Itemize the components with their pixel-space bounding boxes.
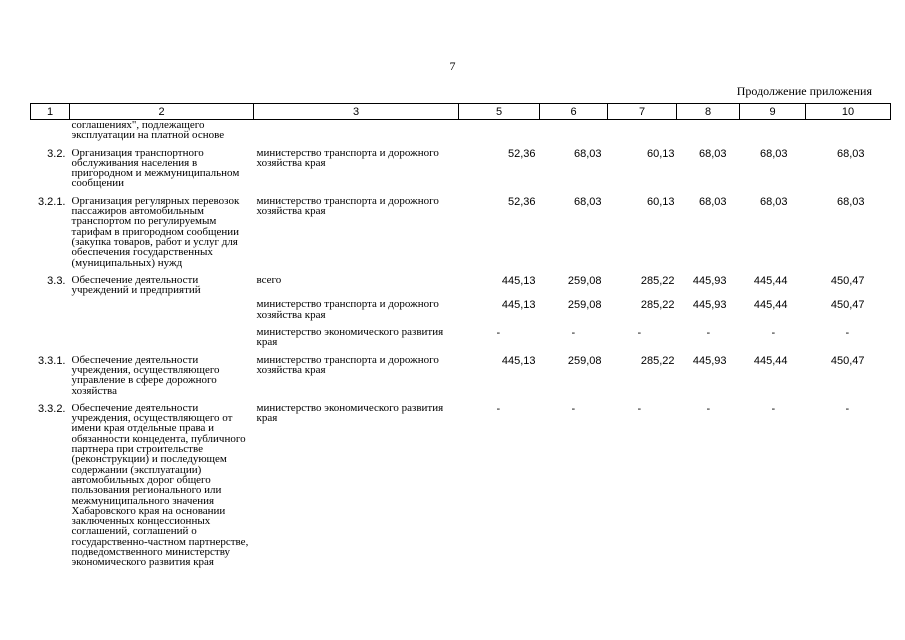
row-value-7: - xyxy=(637,327,642,340)
row-executor: министерство экономического развития края xyxy=(256,326,444,349)
appendix-table xyxy=(30,103,891,568)
row-value-9 xyxy=(740,120,806,148)
row-value-5: 445,13 xyxy=(501,354,536,367)
row-name: Организация регулярных перевозок пассажиров автомобильным транспортом по регулируемым тарифам в пригородном сообщении (закупка товаров, работ и услуг для обеспечения государственных (муниципальных) нужд xyxy=(71,194,240,269)
row-value-10: 450,47 xyxy=(830,354,865,367)
row-value-8: 68,03 xyxy=(698,147,727,160)
table-row xyxy=(31,403,891,568)
row-name: соглашениях", подлежащего эксплуатации на платной основе xyxy=(71,119,225,142)
row-code: 3.3.2. xyxy=(37,402,66,415)
row-value-5: - xyxy=(496,402,501,415)
header-cell: 5 xyxy=(459,104,540,120)
row-value-6: - xyxy=(571,327,576,340)
row-value-5: 445,13 xyxy=(501,274,536,287)
row-executor: министерство транспорта и дорожного хозяйства края xyxy=(256,298,439,321)
row-value-9: 68,03 xyxy=(759,147,788,160)
row-value-10: 450,47 xyxy=(830,274,865,287)
row-value-9: 445,44 xyxy=(753,299,788,312)
row-name: Обеспечение деятельности учреждений и предприятий xyxy=(71,273,201,297)
row-value-7 xyxy=(608,120,677,148)
row-name xyxy=(70,299,254,327)
continuation-label: Продолжение приложения xyxy=(736,84,872,98)
header-cell: 10 xyxy=(806,104,891,120)
table-row xyxy=(31,196,891,275)
row-value-10: 450,47 xyxy=(830,299,865,312)
row-code xyxy=(31,327,70,355)
row-value-6: - xyxy=(571,402,576,415)
row-value-10: 68,03 xyxy=(836,195,865,208)
row-value-8: 68,03 xyxy=(698,195,727,208)
row-name: Обеспечение деятельности учреждения, осуществляющего от имени края отдельные права и обязанности концедента, публичного партнера при строительстве (реконструкции) и последующем содержании (эксплуатации) автомобильных дорог общего пользования регионального или межмуниципального значения Хабаровского края на основании заключенных концессионных соглашений, соглашений о государственно-частном партнерстве, подведомственного министерству экономического развития края xyxy=(71,401,249,569)
row-value-7: 285,22 xyxy=(640,354,675,367)
row-value-5: 52,36 xyxy=(507,195,536,208)
row-value-6: 68,03 xyxy=(573,147,602,160)
header-cell: 1 xyxy=(31,104,70,120)
row-name: Организация транспортного обслуживания населения в пригородном и межмуниципальном сообщении xyxy=(71,146,240,190)
row-value-5: 52,36 xyxy=(507,147,536,160)
row-value-5 xyxy=(459,120,540,148)
table-row xyxy=(31,327,891,355)
row-name: Обеспечение деятельности учреждения, осуществляющего управление в сфере дорожного хозяйства xyxy=(71,353,220,397)
row-value-10: 68,03 xyxy=(836,147,865,160)
row-executor: министерство транспорта и дорожного хозяйства края xyxy=(256,194,439,218)
row-value-7: 60,13 xyxy=(646,147,675,160)
row-value-10: - xyxy=(845,327,850,340)
row-value-10: - xyxy=(845,402,850,415)
header-cell: 8 xyxy=(677,104,740,120)
row-executor: министерство транспорта и дорожного хозяйства края xyxy=(256,353,439,376)
table-row xyxy=(31,148,891,196)
row-value-7: 285,22 xyxy=(640,274,675,287)
header-row xyxy=(31,104,891,120)
row-value-7: 285,22 xyxy=(640,299,675,312)
row-value-5: 445,13 xyxy=(501,299,536,312)
row-executor: всего xyxy=(256,273,282,286)
page-number: 7 xyxy=(449,59,456,73)
row-name xyxy=(70,327,254,355)
row-code: 3.3. xyxy=(47,274,66,287)
row-code: 3.2.1. xyxy=(37,195,66,208)
table-row xyxy=(31,275,891,300)
row-code xyxy=(31,120,70,148)
header-cell: 9 xyxy=(740,104,806,120)
header-cell: 2 xyxy=(70,104,254,120)
header-cell: 3 xyxy=(254,104,459,120)
row-value-9: 445,44 xyxy=(753,274,788,287)
row-value-8: 445,93 xyxy=(692,299,727,312)
row-value-8: - xyxy=(706,402,711,415)
table-row xyxy=(31,355,891,403)
table-row xyxy=(31,120,891,148)
row-value-9: 68,03 xyxy=(759,195,788,208)
row-value-6 xyxy=(540,120,608,148)
row-value-6: 259,08 xyxy=(567,274,602,287)
row-value-10 xyxy=(806,120,891,148)
row-code xyxy=(31,299,70,327)
header-cell: 6 xyxy=(540,104,608,120)
row-value-6: 259,08 xyxy=(567,299,602,312)
row-value-9: - xyxy=(771,327,776,340)
row-value-8: 445,93 xyxy=(692,274,727,287)
row-value-7: - xyxy=(637,402,642,415)
row-value-6: 259,08 xyxy=(567,354,602,367)
row-executor: министерство транспорта и дорожного хозяйства края xyxy=(256,146,439,169)
header-cell: 7 xyxy=(608,104,677,120)
table-row xyxy=(31,299,891,327)
row-value-9: 445,44 xyxy=(753,354,788,367)
row-value-8: - xyxy=(706,327,711,340)
row-value-7: 60,13 xyxy=(646,195,675,208)
row-value-8: 445,93 xyxy=(692,354,727,367)
row-executor: министерство экономического развития края xyxy=(256,401,444,425)
row-executor xyxy=(254,120,459,148)
row-code: 3.3.1. xyxy=(37,354,66,367)
row-value-5: - xyxy=(496,327,501,340)
row-value-6: 68,03 xyxy=(573,195,602,208)
row-value-8 xyxy=(677,120,740,148)
row-code: 3.2. xyxy=(47,147,66,160)
row-value-9: - xyxy=(771,402,776,415)
